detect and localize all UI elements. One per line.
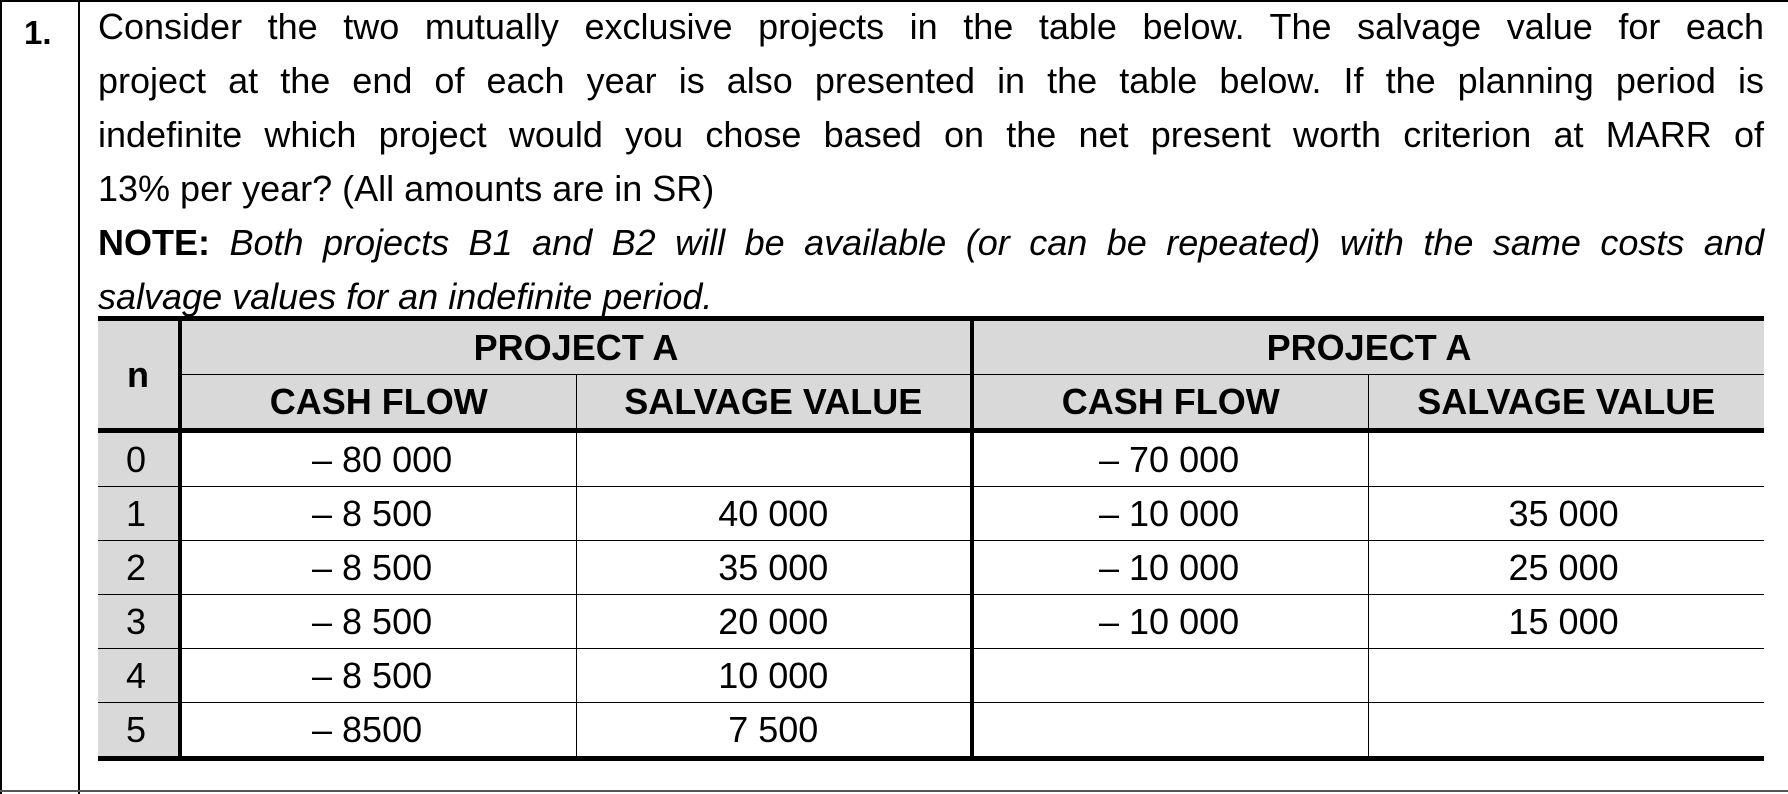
period-cell: 5 xyxy=(98,703,180,759)
period-cell: 0 xyxy=(98,431,180,487)
cash-flow-a-cell: – 8 500 xyxy=(180,595,576,649)
table-header-row-2 xyxy=(98,375,1764,431)
frame-column-divider xyxy=(78,0,80,794)
table-row xyxy=(98,487,1764,541)
salvage-a-header: SALVAGE VALUE xyxy=(576,375,972,431)
frame-left-border xyxy=(0,0,2,794)
cash-flow-b-cell: – 10 000 xyxy=(972,541,1368,595)
table-row xyxy=(98,595,1764,649)
salvage-a-cell: 40 000 xyxy=(576,487,972,541)
question-line-1: Consider the two mutually exclusive projects in the table below. The salvage value for each xyxy=(98,6,1764,47)
projects-table xyxy=(98,316,1764,761)
cash-flow-a-cell: – 8 500 xyxy=(180,487,576,541)
salvage-b-cell: 15 000 xyxy=(1368,595,1764,649)
cash-flow-b-cell: – 10 000 xyxy=(972,487,1368,541)
table-row xyxy=(98,649,1764,703)
table-row xyxy=(98,541,1764,595)
salvage-b-cell xyxy=(1368,431,1764,487)
question-text xyxy=(98,0,1764,324)
question-line-4: 13% per year? (All amounts are in SR) xyxy=(98,168,715,209)
question-line-3: indefinite which project would you chose based on the net present worth criterion at MARR of xyxy=(98,114,1764,155)
cash-flow-b-cell xyxy=(972,703,1368,759)
question-number: 1. xyxy=(24,14,52,51)
salvage-a-cell: 10 000 xyxy=(576,649,972,703)
period-cell: 4 xyxy=(98,649,180,703)
salvage-b-header: SALVAGE VALUE xyxy=(1368,375,1764,431)
cash-flow-b-cell xyxy=(972,649,1368,703)
period-cell: 1 xyxy=(98,487,180,541)
period-cell: 3 xyxy=(98,595,180,649)
frame-bottom-border xyxy=(0,790,1788,792)
note-label: NOTE: xyxy=(98,222,210,263)
salvage-b-cell: 35 000 xyxy=(1368,487,1764,541)
salvage-a-cell: 20 000 xyxy=(576,595,972,649)
project-b-header: PROJECT A xyxy=(972,319,1764,375)
note-line-1 xyxy=(98,216,1764,270)
table-header-row-1 xyxy=(98,319,1764,375)
note-text: Both projects B1 and B2 will be available (or can be repeated) with the same costs and xyxy=(229,222,1764,263)
period-cell: 2 xyxy=(98,541,180,595)
salvage-b-cell xyxy=(1368,703,1764,759)
n-header: n xyxy=(98,319,180,431)
cash-flow-b-header: CASH FLOW xyxy=(972,375,1368,431)
cash-flow-a-cell: – 8500 xyxy=(180,703,576,759)
cash-flow-a-cell: – 8 500 xyxy=(180,541,576,595)
table-row xyxy=(98,431,1764,487)
cash-flow-a-header: CASH FLOW xyxy=(180,375,576,431)
salvage-b-cell: 25 000 xyxy=(1368,541,1764,595)
cash-flow-b-cell: – 10 000 xyxy=(972,595,1368,649)
project-a-header: PROJECT A xyxy=(180,319,972,375)
cash-flow-b-cell: – 70 000 xyxy=(972,431,1368,487)
salvage-a-cell xyxy=(576,431,972,487)
salvage-b-cell xyxy=(1368,649,1764,703)
table-row xyxy=(98,703,1764,759)
cash-flow-a-cell: – 8 500 xyxy=(180,649,576,703)
note-line-2: salvage values for an indefinite period. xyxy=(98,276,713,317)
salvage-a-cell: 7 500 xyxy=(576,703,972,759)
question-line-2: project at the end of each year is also presented in the table below. If the planning period is xyxy=(98,60,1764,101)
cash-flow-a-cell: – 80 000 xyxy=(180,431,576,487)
salvage-a-cell: 35 000 xyxy=(576,541,972,595)
